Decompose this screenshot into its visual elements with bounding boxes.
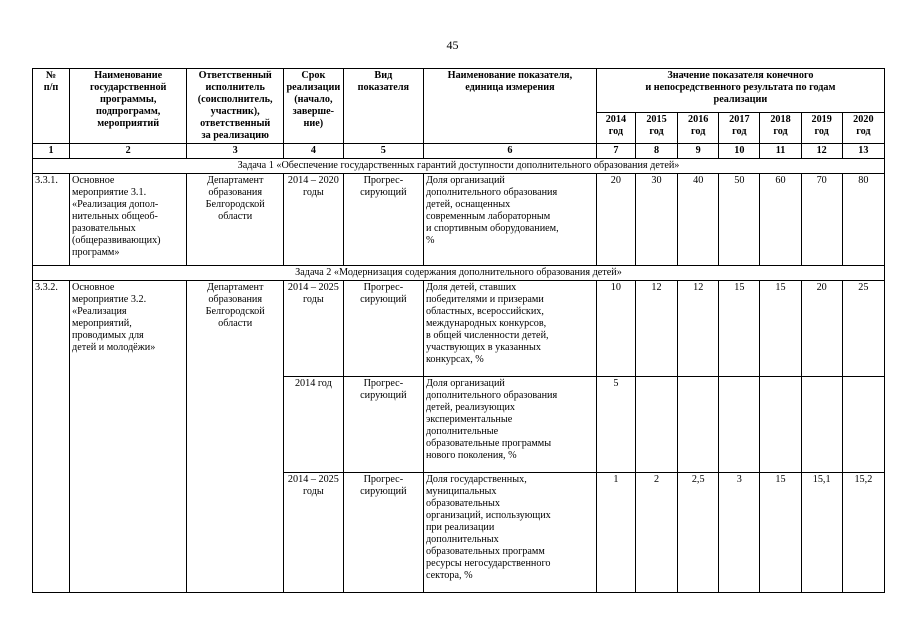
row-num: 3.3.2. — [33, 281, 70, 593]
column-number: 12 — [801, 144, 842, 159]
header-name: Наименование государственной программы, подпрограмм, мероприятий — [70, 69, 187, 144]
header-year-2014: 2014 год — [596, 113, 635, 144]
value-cell: 2,5 — [678, 473, 719, 593]
term: 2014 – 2025 годы — [284, 281, 344, 377]
value-cell — [678, 377, 719, 473]
value-cell — [801, 377, 842, 473]
value-cell — [842, 377, 884, 473]
header-executor: Ответственный исполнитель (соисполнитель, участник), ответственный за реализацию — [187, 69, 284, 144]
value-cell: 15 — [760, 473, 801, 593]
column-number: 9 — [678, 144, 719, 159]
value-cell: 5 — [596, 377, 635, 473]
column-number: 1 — [33, 144, 70, 159]
value-cell: 1 — [596, 473, 635, 593]
value-cell: 60 — [760, 174, 801, 266]
column-number: 11 — [760, 144, 801, 159]
row-num: 3.3.1. — [33, 174, 70, 266]
executor: Департамент образования Белгородской области — [187, 174, 284, 266]
task-2-title: Задача 2 «Модернизация содержания дополнительного образования детей» — [33, 266, 885, 281]
term: 2014 – 2025 годы — [284, 473, 344, 593]
header-indicator: Наименование показателя, единица измерения — [423, 69, 596, 144]
header-year-2019: 2019 год — [801, 113, 842, 144]
table-row — [33, 281, 885, 377]
value-cell: 40 — [678, 174, 719, 266]
header-year-2020: 2020 год — [842, 113, 884, 144]
indicator-kind: Прогрес- сирующий — [343, 377, 423, 473]
value-cell: 20 — [801, 281, 842, 377]
header-year-2016: 2016 год — [678, 113, 719, 144]
value-cell: 50 — [719, 174, 760, 266]
value-cell: 3 — [719, 473, 760, 593]
value-cell: 12 — [635, 281, 677, 377]
indicator-kind: Прогрес- сирующий — [343, 473, 423, 593]
value-cell: 30 — [635, 174, 677, 266]
column-number: 10 — [719, 144, 760, 159]
measure-name: Основное мероприятие 3.2. «Реализация мероприятий, проводимых для детей и молодёжи» — [70, 281, 187, 593]
table-row — [33, 174, 885, 266]
task-row — [33, 159, 885, 174]
indicator-name: Доля детей, ставших победителями и призерами областных, всероссийских, международных конкурсов, в общей численности детей, участвующих в указанных конкурсах, % — [423, 281, 596, 377]
indicator-name: Доля организаций дополнительного образования детей, реализующих экспериментальные дополнительные образовательные программы нового поколения, % — [423, 377, 596, 473]
header-values-group: Значение показателя конечного и непосредственного результата по годам реализации — [596, 69, 884, 113]
column-number: 13 — [842, 144, 884, 159]
task-row — [33, 266, 885, 281]
indicator-name: Доля организаций дополнительного образования детей, оснащенных современным лабораторным и спортивным оборудованием, % — [423, 174, 596, 266]
column-number: 5 — [343, 144, 423, 159]
value-cell: 2 — [635, 473, 677, 593]
column-numbers-row — [33, 144, 885, 159]
indicator-kind: Прогрес- сирующий — [343, 281, 423, 377]
value-cell — [635, 377, 677, 473]
task-1-title: Задача 1 «Обеспечение государственных гарантий доступности дополнительного образования детей» — [33, 159, 885, 174]
header-num: № п/п — [33, 69, 70, 144]
value-cell: 10 — [596, 281, 635, 377]
header-kind: Вид показателя — [343, 69, 423, 144]
value-cell: 80 — [842, 174, 884, 266]
value-cell: 20 — [596, 174, 635, 266]
header-year-2017: 2017 год — [719, 113, 760, 144]
term: 2014 – 2020 годы — [284, 174, 344, 266]
header-term: Срок реализации (начало, заверше- ние) — [284, 69, 344, 144]
value-cell — [719, 377, 760, 473]
measure-name: Основное мероприятие 3.1. «Реализация допол- нительных общеоб- разовательных (общеразвивающих) программ» — [70, 174, 187, 266]
column-number: 4 — [284, 144, 344, 159]
value-cell: 70 — [801, 174, 842, 266]
header-year-2018: 2018 год — [760, 113, 801, 144]
column-number: 7 — [596, 144, 635, 159]
column-number: 6 — [423, 144, 596, 159]
header-row — [33, 69, 885, 113]
indicator-kind: Прогрес- сирующий — [343, 174, 423, 266]
value-cell: 15,1 — [801, 473, 842, 593]
page-number: 45 — [446, 38, 459, 52]
indicator-name: Доля государственных, муниципальных образовательных организаций, использующих при реализации дополнительных образовательных программ ресурсы негосударственного сектора, % — [423, 473, 596, 593]
value-cell: 25 — [842, 281, 884, 377]
column-number: 8 — [635, 144, 677, 159]
value-cell: 15,2 — [842, 473, 884, 593]
value-cell: 15 — [719, 281, 760, 377]
column-number: 3 — [187, 144, 284, 159]
value-cell: 12 — [678, 281, 719, 377]
value-cell — [760, 377, 801, 473]
header-year-2015: 2015 год — [635, 113, 677, 144]
indicators-table — [32, 68, 885, 593]
column-number: 2 — [70, 144, 187, 159]
executor: Департамент образования Белгородской области — [187, 281, 284, 593]
term: 2014 год — [284, 377, 344, 473]
value-cell: 15 — [760, 281, 801, 377]
